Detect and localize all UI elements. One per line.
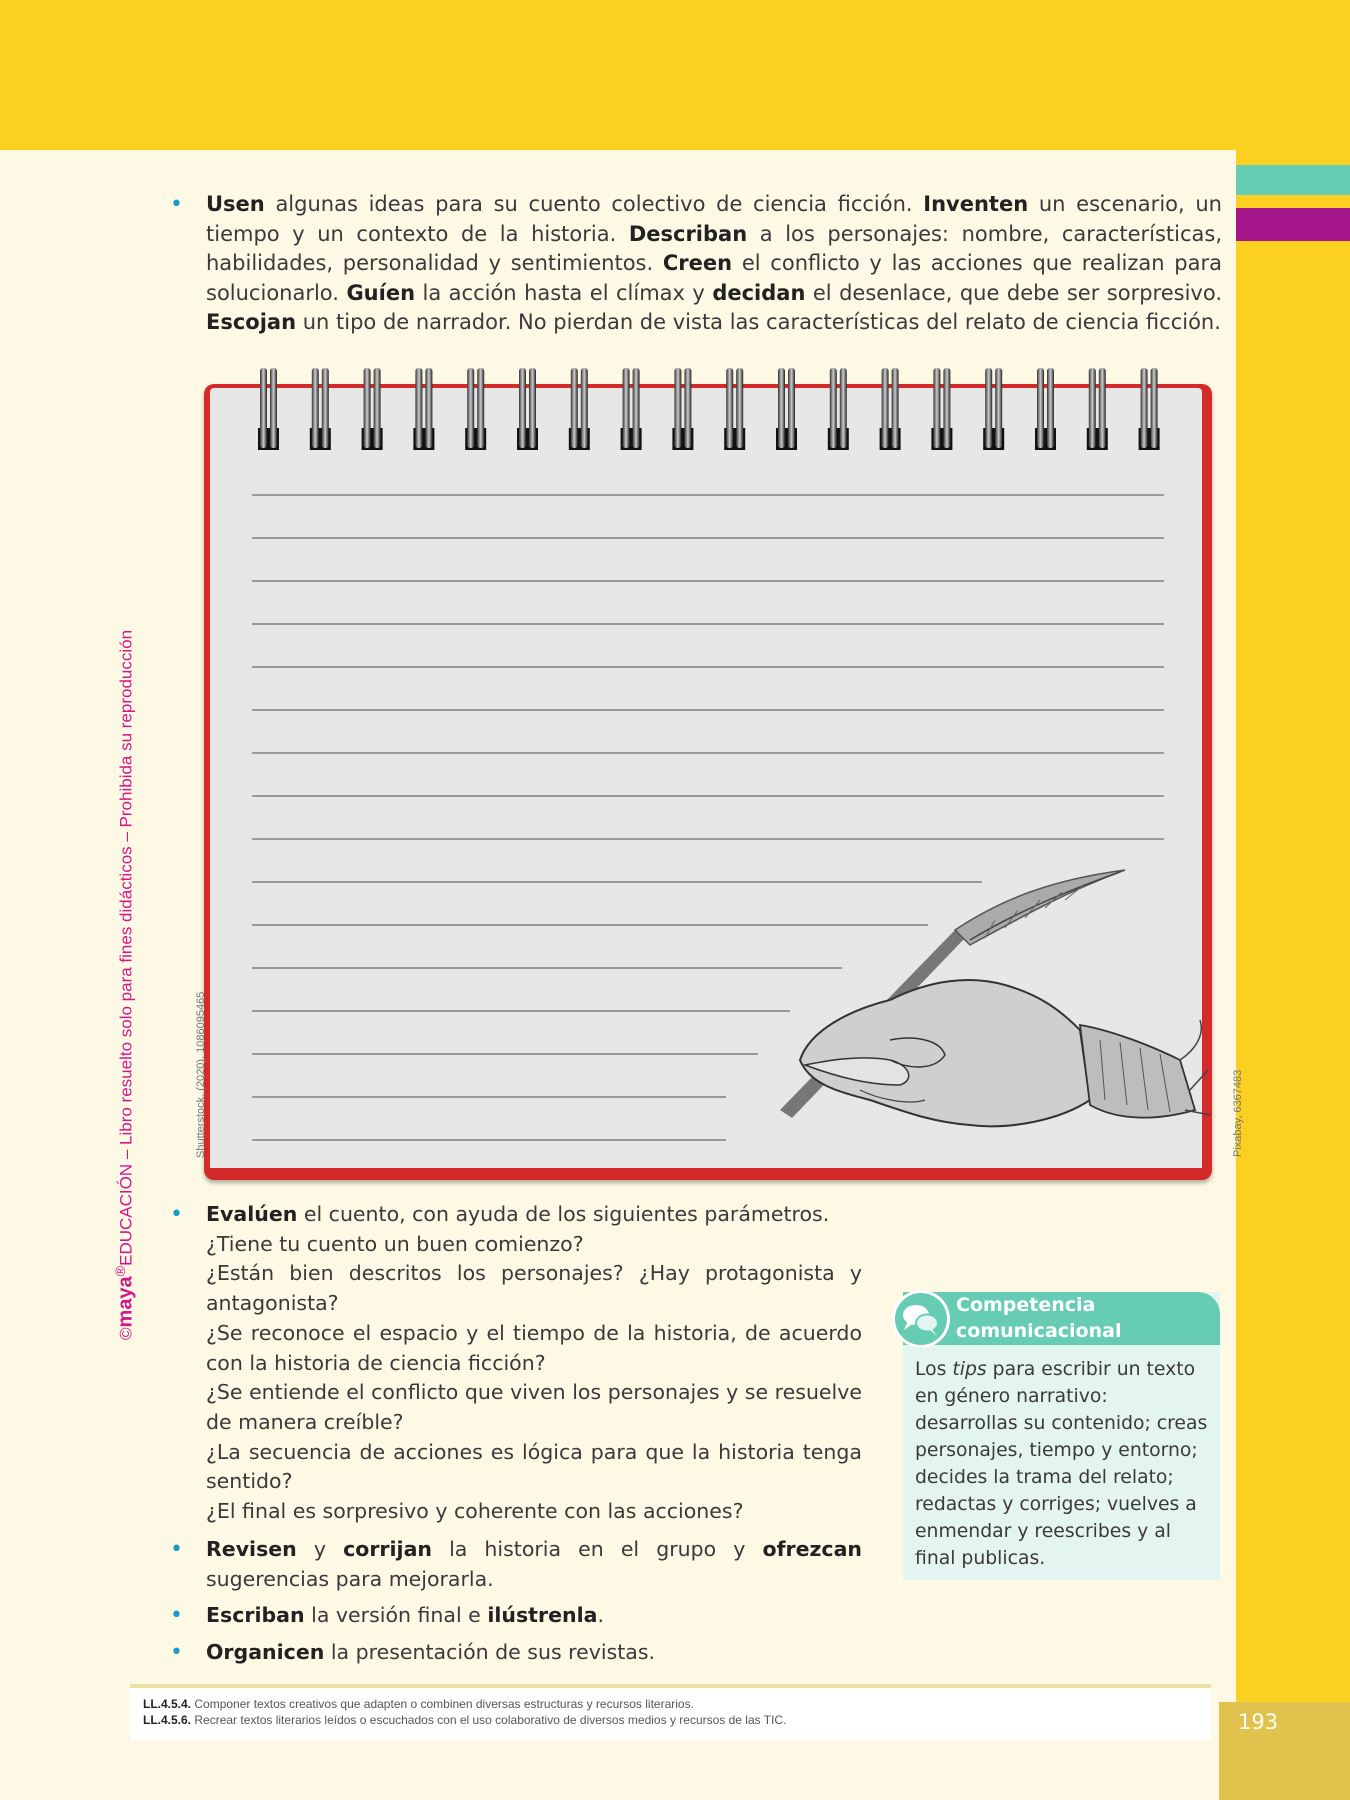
- writing-line: [252, 666, 1164, 668]
- spiral-ring: [1099, 368, 1106, 448]
- step-text: y: [296, 1537, 344, 1561]
- writing-line: [252, 1139, 726, 1141]
- competencia-body: [915, 1356, 1211, 1572]
- evaluation-question: ¿La secuencia de acciones es lógica para que la historia tenga sentido?: [206, 1439, 862, 1494]
- verb-evaluen: Evalúen: [206, 1202, 298, 1226]
- quill-hand-illustration: [740, 860, 1210, 1170]
- instruction-text: el desenlace, que debe ser sorpresivo.: [805, 280, 1222, 305]
- spiral-ring: [736, 368, 743, 448]
- spiral-ring: [1141, 368, 1148, 448]
- writing-line: [252, 752, 1164, 754]
- spiral-ring: [477, 368, 484, 448]
- spiral-ring: [840, 368, 847, 448]
- evaluation-section: [170, 1200, 862, 1527]
- spiral-ring: [726, 368, 733, 448]
- step-text: sugerencias para mejorarla.: [206, 1566, 494, 1591]
- copyright-symbol: ©: [116, 1327, 136, 1340]
- evaluation-question: ¿Se reconoce el espacio y el tiempo de la historia, de acuerdo con la historia de ciencia ficción?: [206, 1320, 862, 1375]
- competencia-body-text: para escribir un texto en género narrativo: desarrollas su contenido; creas personajes, tiempo y entorno; decides la trama del relato; redactas y corriges; vuelves a enmendar y reescribes y al final publicas.: [915, 1359, 1208, 1569]
- writing-line: [252, 1096, 726, 1098]
- evaluation-question: ¿Están bien descritos los personajes? ¿Hay protagonista y antagonista?: [206, 1261, 862, 1316]
- spiral-ring: [674, 368, 681, 448]
- instruction-text: el conflicto y las acciones que realizan para solucionarlo.: [206, 251, 1222, 305]
- spiral-ring: [633, 368, 640, 448]
- step-text: la versión final e: [304, 1603, 488, 1627]
- instruction-text: la acción hasta el clímax y: [415, 280, 713, 305]
- writing-line: [252, 1010, 790, 1012]
- writing-line: [252, 537, 1164, 539]
- evaluation-intro-text: el cuento, con ayuda de los siguientes parámetros.: [297, 1202, 830, 1226]
- verb-corrijan: corrijan: [343, 1537, 433, 1561]
- registered-symbol: ®: [113, 1265, 129, 1277]
- verb-inventen: Inventen: [923, 192, 1029, 216]
- spiral-ring: [1151, 368, 1158, 448]
- bullet-marker: •: [170, 1202, 183, 1227]
- spiral-ring: [788, 368, 795, 448]
- step-item: [206, 1535, 862, 1594]
- competencia-body-text: Los: [915, 1359, 953, 1380]
- instruction-text: un tipo de narrador. No pierdan de vista las características del relato de ciencia ficción.: [296, 310, 1221, 334]
- copyright-text: EDUCACIÓN – Libro resuelto solo para fines didácticos – Prohibida su reproducción: [116, 629, 136, 1266]
- instruction-text: algunas ideas para su cuento colectivo de ciencia ficción.: [264, 192, 924, 216]
- spiral-ring: [364, 368, 371, 448]
- spiral-ring: [529, 368, 536, 448]
- competencia-title-line2: comunicacional: [956, 1320, 1122, 1342]
- image-credit-left: Shutterstock, (2020). 1086095465: [195, 991, 207, 1158]
- verb-organicen: Organicen: [206, 1639, 325, 1664]
- spiral-ring: [374, 368, 381, 448]
- criterion: [143, 1696, 786, 1712]
- verb-ofrezcan: ofrezcan: [762, 1537, 863, 1561]
- writing-line: [252, 1053, 758, 1055]
- spiral-ring: [830, 368, 837, 448]
- spiral-ring: [467, 368, 474, 448]
- verb-guien: Guíen: [346, 280, 416, 305]
- spiral-ring: [425, 368, 432, 448]
- spiral-ring: [571, 368, 578, 448]
- spiral-ring: [260, 368, 267, 448]
- writing-line: [252, 494, 1164, 496]
- criterion-code: LL.4.5.6.: [143, 1713, 192, 1727]
- step-text: la historia en el grupo y: [432, 1537, 763, 1561]
- step-item: [206, 1638, 862, 1668]
- verb-escriban: Escriban: [206, 1603, 305, 1627]
- instruction-text: un escenario, un tiempo y un contexto de la historia.: [206, 192, 1222, 246]
- step-item: [206, 1601, 862, 1631]
- spiral-ring: [270, 368, 277, 448]
- spiral-ring: [985, 368, 992, 448]
- verb-usen: Usen: [206, 192, 265, 216]
- step-text: .: [597, 1603, 604, 1627]
- verb-creen: Creen: [662, 251, 733, 275]
- criterion-code: LL.4.5.4.: [143, 1697, 192, 1711]
- spiral-ring: [995, 368, 1002, 448]
- spiral-ring: [623, 368, 630, 448]
- writing-line: [252, 795, 1164, 797]
- writing-line: [252, 838, 1164, 840]
- evaluation-intro: [206, 1200, 862, 1230]
- competencia-body-emphasis: tips: [952, 1359, 987, 1380]
- spiral-ring: [778, 368, 785, 448]
- competencia-title: [956, 1292, 1121, 1344]
- verb-describan: Describan: [628, 221, 748, 246]
- criterion-text: Recrear textos literarios leídos o escuchados con el uso colaborativo de diversos medios y recursos de las TIC.: [191, 1713, 787, 1727]
- brand-logo: maya: [114, 1276, 137, 1328]
- spiral-ring: [1089, 368, 1096, 448]
- spiral-ring: [519, 368, 526, 448]
- image-credit-right: Pixabay, 6367483: [1232, 1069, 1244, 1157]
- spiral-ring: [933, 368, 940, 448]
- writing-line: [252, 623, 1164, 625]
- spiral-ring: [415, 368, 422, 448]
- criterion-text: Componer textos creativos que adapten o combinen diversas estructuras y recursos literarios.: [191, 1697, 694, 1711]
- spiral-ring: [943, 368, 950, 448]
- instruction-text: a los personajes: nombre, características, habilidades, personalidad y sentimientos.: [206, 221, 1222, 275]
- spiral-ring: [892, 368, 899, 448]
- evaluation-question: ¿Tiene tu cuento un buen comienzo?: [206, 1231, 584, 1256]
- verb-revisen: Revisen: [206, 1537, 297, 1561]
- spiral-ring: [322, 368, 329, 448]
- verb-decidan: decidan: [712, 280, 806, 305]
- writing-line: [252, 709, 1164, 711]
- curriculum-criteria: [143, 1696, 786, 1728]
- spiral-ring: [1047, 368, 1054, 448]
- verb-ilustrenla: ilústrenla: [487, 1603, 598, 1627]
- criterion: [143, 1712, 786, 1728]
- verb-escojan: Escojan: [206, 310, 297, 334]
- spiral-ring: [1037, 368, 1044, 448]
- evaluation-question: ¿El final es sorpresivo y coherente con las acciones?: [206, 1499, 744, 1524]
- steps-list: [206, 1535, 862, 1674]
- spiral-ring: [882, 368, 889, 448]
- spiral-ring: [312, 368, 319, 448]
- writing-line: [252, 580, 1164, 582]
- page-number: 193: [1238, 1710, 1279, 1734]
- spiral-ring: [581, 368, 588, 448]
- step-text: la presentación de sus revistas.: [324, 1639, 656, 1664]
- evaluation-question: ¿Se entiende el conflicto que viven los personajes y se resuelve de manera creíble?: [206, 1380, 862, 1434]
- speech-bubbles-icon: [892, 1290, 950, 1348]
- spiral-ring: [684, 368, 691, 448]
- competencia-title-line1: Competencia: [956, 1294, 1096, 1316]
